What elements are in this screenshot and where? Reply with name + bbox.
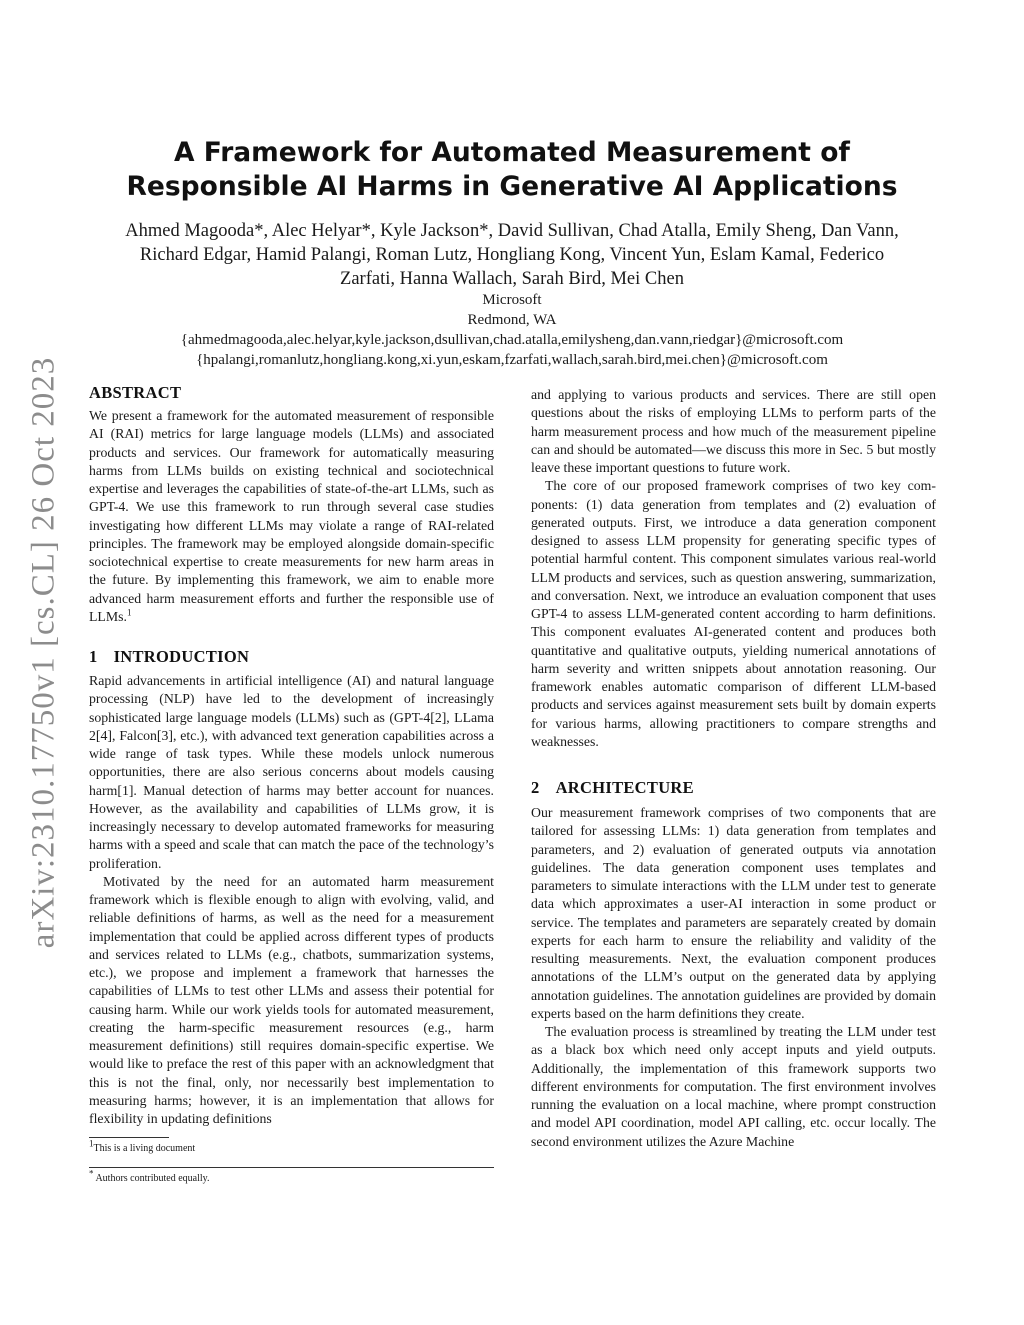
section-title: ARCHITECTURE [555,778,694,797]
footnotes [89,1137,494,1185]
authors-line: Ahmed Magooda*, Alec Helyar*, Kyle Jackson*, David Sullivan, Chad Atalla, Emily Sheng, Dan Vann, [125,221,899,241]
section-heading-introduction [89,646,494,668]
footnote-text: This is a living document [93,1143,196,1154]
paragraph: Rapid advancements in artificial intelligence (AI) and natural language processing (NLP) have led to the development of increasingly sophisticated large language models (LLMs) such as (GPT-4[2], LLama 2[4], Falcon[3], etc.), with advanced text generation capabilities across a wide range of task types. While these models unlock numerous opportunities, there are also serious concerns about models causing harm[1]. Manual detection of harms may better account for nuances. However, as the availability and capabilities of LLMs grow, it is increasingly necessary to develop automated frameworks for measuring harms with a speed and scale that can match the pace of the technology’s proliferation. [89,673,494,871]
section-number: 1 [89,647,98,666]
section-number: 2 [531,778,540,797]
footnote-divider [89,1137,169,1138]
author-list [88,219,936,291]
authors-line: Zarfati, Hanna Wallach, Sarah Bird, Mei Chen [340,269,684,289]
emails-line: {hpalangi,romanlutz,hongliang.kong,xi.yun,eskam,fzarfati,wallach,sarah.bird,mei.chen}@microsoft.com [196,352,828,368]
left-column [89,382,494,1128]
paragraph: Motivated by the need for an automated harm measurement framework which is flexible enough to align with evolving, valid, and reliable definitions of harms, as well as the need for a measurement implementation that could be applied across different types of products and services related to LLMs (e.g., chatbots, summarization systems, etc.), we propose and implement a framework that harnesses the capabilities of LLMs to test other LLMs and assess their potential for causing harm. While our work yields tools for automated measurement, creating the harm-specific measurement resources (e.g., harm measurement definitions) still requires domain-specific expertise. We would like to preface the rest of this paper with an acknowledgment that this is not the final, only, nor necessarily best implementation to measuring harms; however, it is an implementation that allows for flexibility in updating definitions [89,873,494,1126]
paragraph: and applying to various products and services. There are still open questions about the risks of employing LLMs to perform parts of the harm measurement process and how much of the measurement pipeline can and should be automated—we discuss this more in Sec. 5 but mostly leave these important questions to future work. [531,387,936,475]
affiliation: Microsoft [482,292,542,308]
footnote-divider [89,1167,494,1168]
paragraph: The evaluation process is streamlined by treating the LLM under test as a black box which need only accept inputs and yield outputs. Additionally, the implementation of this framework supports two different environments for computation. The first environment involves running the evaluation on a local machine, where prompt construction and model API coordination, model API calling, etc. occur locally. The second environment utilizes the Azure Machine [531,1024,936,1149]
authors-line: Richard Edgar, Hamid Palangi, Roman Lutz, Hongliang Kong, Vincent Yun, Eslam Kamal, Federico [139,245,885,265]
abstract-body: We present a framework for the automated measurement of responsible AI (RAI) metrics for large language models (LLMs) and associated products and services. Our framework for automatically measuring harms from LLMs builds on existing technical and sociotechnical expertise and leverages the capabilities of state-of-the-art LLMs, such as GPT-4. We use this framework to run through several case studies investigating how different LLMs may violate a range of RAI-related principles. The framework may be employed alongside domain-specific sociotechnical expertise to create measurements for new harm areas in the future. By implementing this framework, we aim to enable more advanced harm measurement efforts and further the responsible use of LLMs. [89,408,494,624]
footnote-ref: 1 [126,607,132,618]
footnote [89,1138,494,1155]
section-title: INTRODUCTION [113,647,250,666]
abstract-text [89,407,494,626]
right-column [531,386,936,1151]
paragraph: The core of our proposed framework comprises of two key components: (1) data generation from templates and (2) evaluation of generated outputs. First, we introduce a data generation component designed to assess LLM propensity for generating specific types of potential harmful content. This component simulates various real-world LLM products and services, such as question answering, summarization, and conversation. Next, we introduce an evaluation component that uses GPT-4 to assess LLM-generated content according to harm definitions. This component evaluates AI-generated content and produces both quantitative and qualitative outputs, yielding numerical annotations of harm severity and written snippets about annotation reasoning. Our framework enables automatic comparison of different LLM-based products and services against measurement sets built by domain experts for various harms, allowing practitioners to compare strengths and weaknesses. [531,478,936,749]
paper-title: A Framework for Automated Measurement of Responsible AI Harms in Generative AI Applications [126,137,898,202]
paragraph: Our measurement framework comprises of two components that are tailored for assessing LLMs: 1) data generation from templates and parameters, and 2) evaluation of generated outputs via annotation guidelines. The data generation component uses templates and parameters to simulate interactions with the LLM under test to generate data which approximates a user-AI interaction in some product or service. The templates and parameters are separately created by domain experts for each harm to ensure the reliability and validity of the resulting measurements. Next, the evaluation component produces annotations of the LLM’s output on the generated data by applying annotation guidelines. The annotation guidelines are provided by domain experts based on the harm definitions they create. [531,805,936,1021]
emails-line: {ahmedmagooda,alec.helyar,kyle.jackson,dsullivan,chad.atalla,emilysheng,dan.vann,riedgar}@microsoft.com [180,332,844,348]
footnote-mark: 1 [89,1138,94,1149]
footnote-mark: * [89,1168,94,1179]
arxiv-id: arXiv:2310.17750v1 [cs.CL] 26 Oct 2023 [25,356,62,948]
arxiv-stamp [22,356,66,948]
abstract-heading: ABSTRACT [89,383,182,402]
footnote-text: Authors contributed equally. [95,1173,210,1184]
affiliation-block [88,290,936,370]
section-heading-architecture [531,777,936,799]
footnote [89,1168,494,1185]
location: Redmond, WA [467,312,557,328]
